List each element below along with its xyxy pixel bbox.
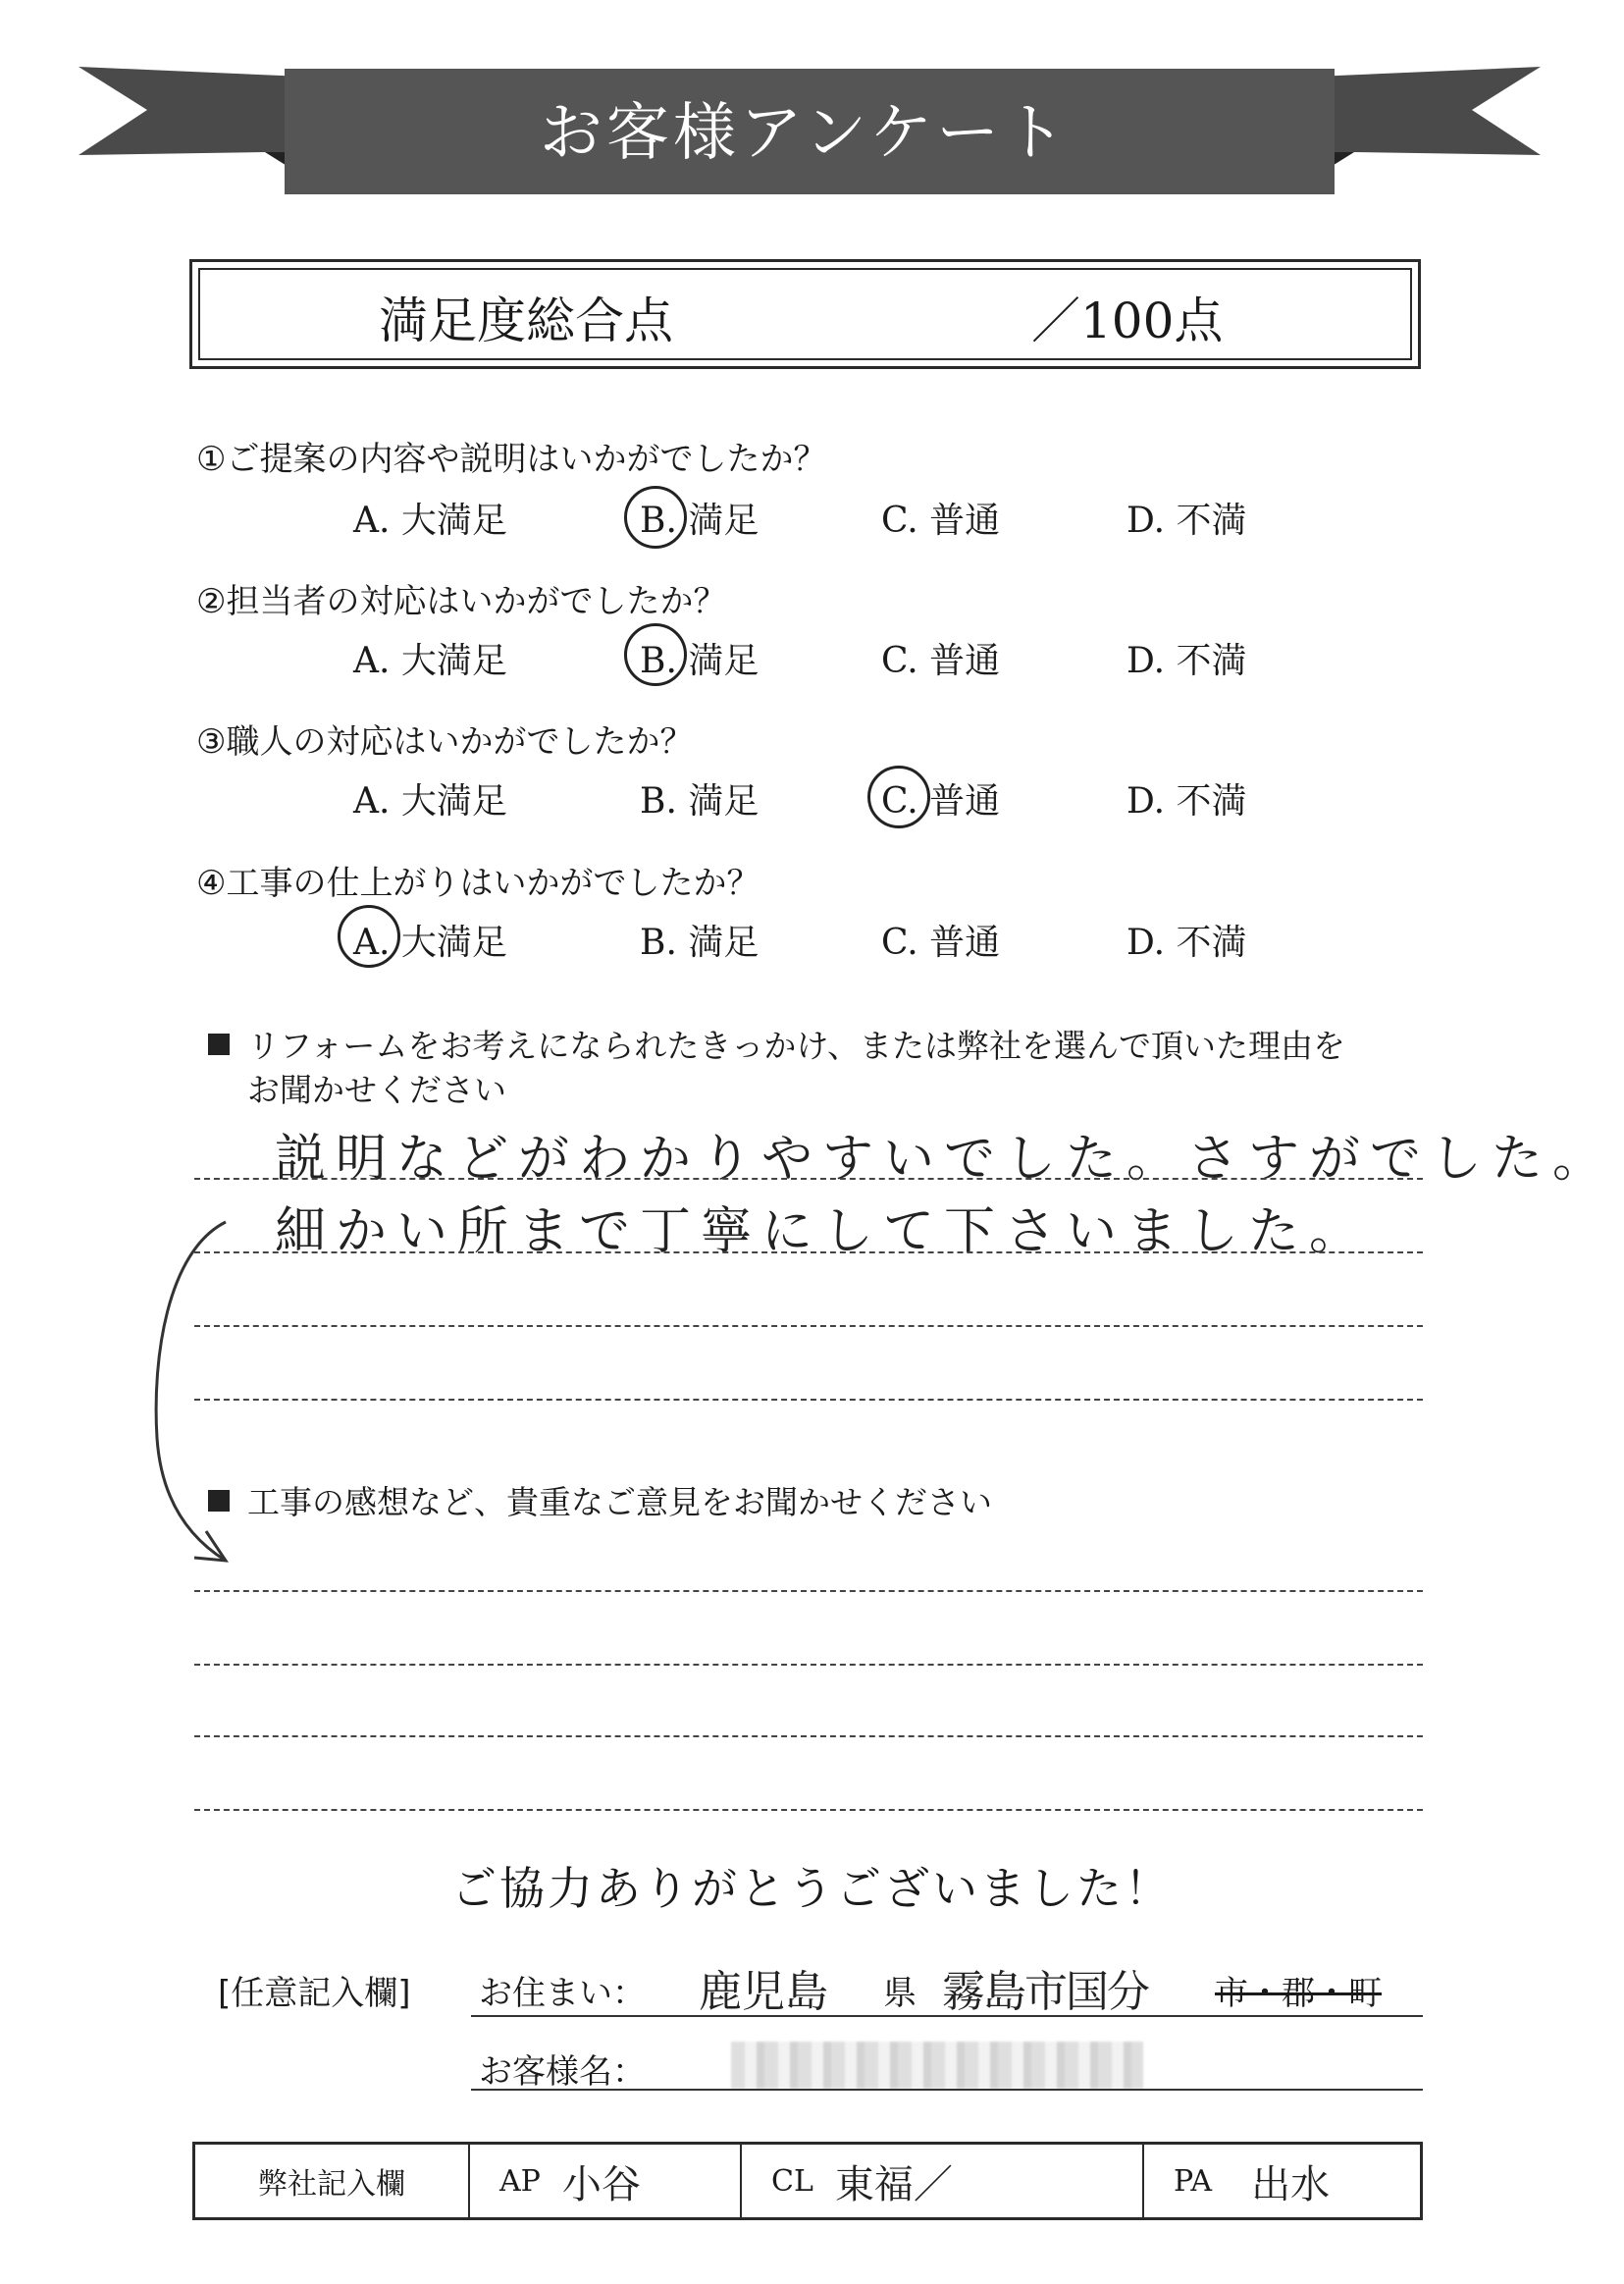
q2-option-a[interactable]: A. 大満足: [353, 641, 507, 681]
section1-heading: [208, 1021, 1345, 1067]
cl-cell[interactable]: [742, 2145, 1144, 2217]
q2-selection-circle: [624, 623, 687, 686]
q1-option-d[interactable]: D. 不満: [1126, 501, 1247, 541]
ap-label: AP: [499, 2163, 541, 2199]
company-entry-table: [192, 2142, 1423, 2220]
q1-option-c[interactable]: C. 普通: [881, 501, 1001, 541]
q3-selection-circle: [867, 766, 930, 828]
writing-line: [194, 1251, 1423, 1253]
q4-option-b[interactable]: B. 満足: [640, 923, 760, 963]
q2-option-c[interactable]: C. 普通: [881, 641, 1001, 681]
writing-line: [194, 1809, 1423, 1811]
ap-value[interactable]: 小谷: [561, 2161, 641, 2207]
cl-value[interactable]: 東福／: [834, 2161, 953, 2207]
writing-line: [194, 1590, 1423, 1592]
q4-option-c[interactable]: C. 普通: [881, 923, 1001, 963]
prefecture-suffix: 県: [883, 1974, 917, 2013]
optional-entry-label: [任意記入欄]: [218, 1974, 411, 2013]
score-max: ／100点: [1031, 292, 1224, 349]
q3-option-a[interactable]: A. 大満足: [353, 781, 507, 822]
total-score-box: [189, 259, 1421, 369]
q4-selection-circle: [338, 905, 400, 968]
name-underline: [471, 2089, 1423, 2091]
customer-name-redacted: [731, 2042, 1143, 2089]
ap-cell[interactable]: [470, 2145, 742, 2217]
section1-heading-line2: お聞かせください: [247, 1071, 506, 1109]
writing-line: [194, 1664, 1423, 1666]
company-label-cell: [195, 2145, 470, 2217]
answer-line-1[interactable]: 説明などがわかりやすいでした。さすがでした。: [275, 1130, 1614, 1189]
q1-option-b[interactable]: B. 満足: [640, 501, 760, 541]
handdrawn-arrow-icon: [147, 1212, 265, 1585]
q3-option-c[interactable]: C. 普通: [881, 781, 1001, 822]
q1-option-a[interactable]: A. 大満足: [353, 501, 507, 541]
square-bullet-icon: [208, 1490, 230, 1512]
q2-option-b[interactable]: B. 満足: [640, 641, 760, 681]
city-suffix: 市・郡・町: [1215, 1974, 1382, 2013]
q1-selection-circle: [624, 486, 687, 549]
answer-line-2[interactable]: 細かい所まで丁寧にして下さいました。: [275, 1202, 1371, 1261]
pa-cell[interactable]: [1144, 2145, 1420, 2217]
question-2: ②担当者の対応はいかがでしたか？: [196, 582, 727, 621]
q2-option-d[interactable]: D. 不満: [1126, 641, 1247, 681]
thanks-message: ご協力ありがとうございました！: [451, 1862, 1173, 1915]
writing-line: [194, 1735, 1423, 1737]
pa-value[interactable]: 出水: [1251, 2161, 1331, 2207]
writing-line: [194, 1178, 1423, 1180]
score-label: 満足度総合点: [379, 292, 673, 349]
address-prefecture[interactable]: 鹿児島: [699, 1967, 828, 2017]
question-1: ①ご提案の内容や説明はいかがでしたか？: [196, 440, 827, 479]
question-3: ③職人の対応はいかがでしたか？: [196, 722, 694, 762]
q3-option-b[interactable]: B. 満足: [640, 781, 760, 822]
q3-option-d[interactable]: D. 不満: [1126, 781, 1247, 822]
customer-name-label: お客様名：: [479, 2052, 646, 2092]
q4-option-a[interactable]: A. 大満足: [353, 923, 507, 963]
address-label: お住まい：: [479, 1974, 646, 2013]
address-city[interactable]: 霧島市国分: [942, 1967, 1148, 2017]
pa-label: PA: [1174, 2163, 1213, 2199]
section2-heading: [208, 1477, 992, 1523]
section1-heading-line1: リフォームをお考えになられたきっかけ、または弊社を選んで頂いた理由を: [247, 1027, 1346, 1065]
section2-heading-text: 工事の感想など、貴重なご意見をお聞かせください: [247, 1483, 992, 1521]
company-label: 弊社記入欄: [258, 2167, 405, 2202]
writing-line: [194, 1399, 1423, 1401]
q4-option-d[interactable]: D. 不満: [1126, 923, 1247, 963]
address-underline: [471, 2015, 1423, 2017]
question-4: ④工事の仕上がりはいかがでしたか？: [196, 864, 760, 903]
page-title: お客様アンケート: [539, 97, 1071, 170]
writing-line: [194, 1325, 1423, 1327]
square-bullet-icon: [208, 1034, 230, 1055]
cl-label: CL: [771, 2163, 813, 2199]
